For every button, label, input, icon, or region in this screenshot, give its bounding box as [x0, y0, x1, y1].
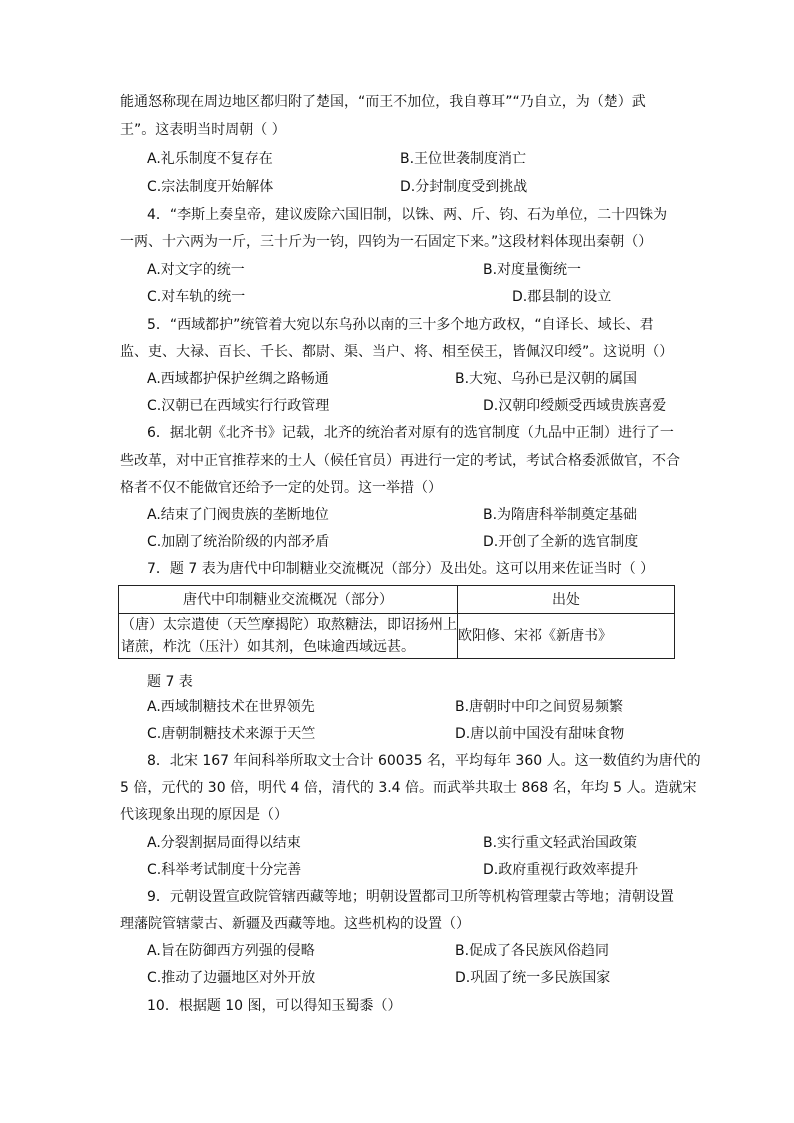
q7-option-a: A.西域制糖技术在世界领先: [147, 699, 315, 715]
q6-option-c: C.加剧了统治阶级的内部矛盾: [147, 534, 330, 550]
table-cell-overview: [119, 614, 458, 659]
q9-stem-line1: 9．元朝设置宣政院管辖西藏等地；明朝设置都司卫所等机构管理蒙古等地；清朝设置: [147, 889, 674, 905]
q3-stem-line2: 王”。这表明当时周朝（ ）: [120, 122, 286, 138]
q8-option-c: C.科举考试制度十分完善: [147, 862, 302, 878]
q8-stem-line1: 8．北宋 167 年间科举所取文士合计 60035 名，平均每年 360 人。这一数值约为唐代的: [147, 753, 701, 769]
q3-option-a: A.礼乐制度不复存在: [147, 151, 273, 167]
table-header-row: [119, 586, 675, 614]
q9-option-a: A.旨在防御西方列强的侵略: [147, 943, 315, 959]
q7-table-caption: 题 7 表: [147, 674, 193, 690]
q9-stem-line2: 理藩院管辖蒙古、新疆及西藏等地。这些机构的设置（）: [120, 916, 470, 932]
q7-option-d: D.唐以前中国没有甜味食物: [455, 726, 625, 742]
table-cell-source: 欧阳修、宋祁《新唐书》: [458, 614, 675, 659]
q8-stem-line2: 5 倍，元代的 30 倍，明代 4 倍，清代的 3.4 倍。而武举共取士 868 名，年均 5 人。造就宋: [120, 780, 697, 796]
table-cell-line1: （唐）太宗遣使（天竺摩揭陀）取熬糖法，即诏扬州上: [121, 617, 457, 633]
q5-option-d: D.汉朝印绶颇受西域贵族喜爱: [483, 398, 667, 414]
q6-option-d: D.开创了全新的选官制度: [483, 534, 639, 550]
table-header-overview: 唐代中印制糖业交流概况（部分）: [119, 586, 458, 614]
table-header-source: 出处: [458, 586, 675, 614]
q8-option-b: B.实行重文轻武治国政策: [483, 835, 638, 851]
q4-stem-line1: 4．“李斯上奏皇帝，建议废除六国旧制，以铢、两、斤、钧、石为单位，二十四铢为: [147, 207, 668, 223]
q6-stem-line1: 6．据北朝《北齐书》记载，北齐的统治者对原有的选官制度（九品中正制）进行了一: [147, 425, 674, 441]
q5-stem-line2: 监、吏、大禄、百长、千长、都尉、渠、当户、将、相至侯王，皆佩汉印绶”。这说明（）: [120, 344, 674, 360]
q10-stem: 10．根据题 10 图，可以得知玉蜀黍（）: [147, 998, 402, 1014]
q3-option-d: D.分封制度受到挑战: [400, 179, 528, 195]
q4-option-b: B.对度量衡统一: [483, 262, 582, 278]
q5-option-b: B.大宛、乌孙已是汉朝的属国: [455, 371, 638, 387]
table-cell-line2: 诸蔗，柞沈（压汁）如其剂，色味逾西域远甚。: [121, 639, 415, 655]
q5-stem-line1: 5．“西域都护”统管着大宛以东乌孙以南的三十多个地方政权，“自译长、域长、君: [147, 317, 654, 333]
q4-option-d: D.郡县制的设立: [512, 289, 612, 305]
q4-stem-line2: 一两、十六两为一斤，三十斤为一钧，四钧为一石固定下来。”这段材料体现出秦朝（）: [120, 234, 653, 250]
q3-option-b: B.王位世袭制度消亡: [400, 151, 527, 167]
q8-option-d: D.政府重视行政效率提升: [483, 862, 639, 878]
q4-option-a: A.对文字的统一: [147, 262, 245, 278]
q9-option-d: D.巩固了统一多民族国家: [455, 970, 611, 986]
q9-option-c: C.推动了边疆地区对外开放: [147, 970, 316, 986]
q8-option-a: A.分裂割据局面得以结束: [147, 835, 301, 851]
q6-option-a: A.结束了门阀贵族的垄断地位: [147, 507, 329, 523]
q3-stem-line1: 能通怒称现在周边地区都归附了楚国，“而王不加位，我自尊耳”“乃自立，为（楚）武: [120, 94, 646, 110]
q8-stem-line3: 代该现象出现的原因是（）: [120, 807, 288, 823]
q7-option-c: C.唐朝制糖技术来源于天竺: [147, 726, 316, 742]
q6-stem-line3: 格者不仅不能做官还给予一定的处罚。这一举措（）: [120, 480, 442, 496]
q7-option-b: B.唐朝时中印之间贸易频繁: [455, 699, 624, 715]
q9-option-b: B.促成了各民族风俗趋同: [455, 943, 610, 959]
q6-option-b: B.为隋唐科举制奠定基础: [483, 507, 638, 523]
q7-source-table: [118, 585, 675, 659]
q5-option-a: A.西域都护保护丝绸之路畅通: [147, 371, 329, 387]
q3-option-c: C.宗法制度开始解体: [147, 179, 274, 195]
q7-stem: 7．题 7 表为唐代中印制糖业交流概况（部分）及出处。这可以用来佐证当时（ ）: [147, 561, 655, 577]
q4-option-c: C.对车轨的统一: [147, 289, 246, 305]
q5-option-c: C.汉朝已在西域实行行政管理: [147, 398, 330, 414]
q6-stem-line2: 些改革，对中正官推荐来的士人（候任官员）再进行一定的考试，考试合格委派做官，不合: [120, 453, 680, 469]
table-row: [119, 614, 675, 659]
